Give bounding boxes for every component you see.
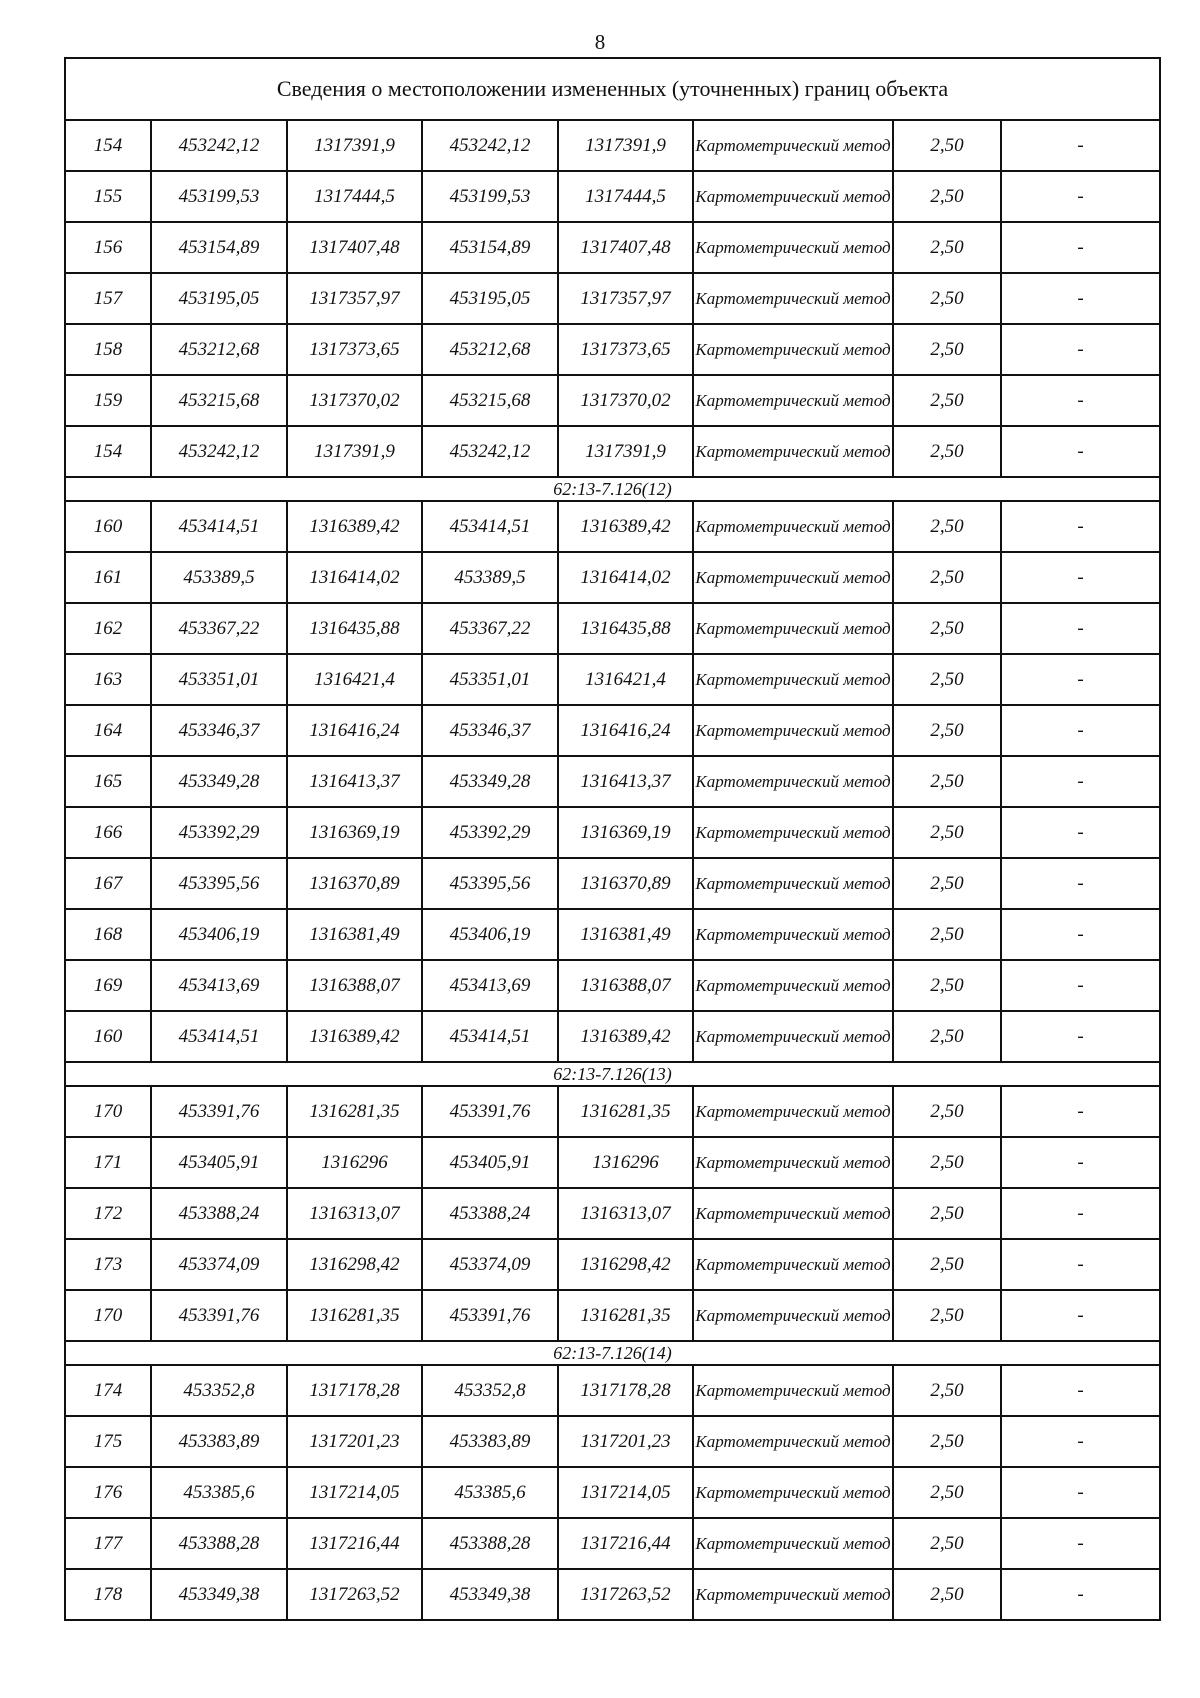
table-row bbox=[65, 501, 1160, 552]
point-number-cell: 163 bbox=[65, 654, 151, 705]
existing-y-cell: 1316296 bbox=[287, 1137, 422, 1188]
parcel-section-header bbox=[65, 1341, 1160, 1365]
refined-y-cell: 1316313,07 bbox=[558, 1188, 693, 1239]
refined-x-cell: 453388,24 bbox=[422, 1188, 558, 1239]
note-cell: - bbox=[1001, 1290, 1160, 1341]
method-cell: Картометрический метод bbox=[693, 1239, 893, 1290]
table-row bbox=[65, 1011, 1160, 1062]
refined-x-cell: 453391,76 bbox=[422, 1086, 558, 1137]
table-row bbox=[65, 756, 1160, 807]
existing-y-cell: 1316413,37 bbox=[287, 756, 422, 807]
refined-y-cell: 1317214,05 bbox=[558, 1467, 693, 1518]
refined-x-cell: 453391,76 bbox=[422, 1290, 558, 1341]
existing-x-cell: 453383,89 bbox=[151, 1416, 287, 1467]
existing-x-cell: 453389,5 bbox=[151, 552, 287, 603]
accuracy-cell: 2,50 bbox=[893, 807, 1001, 858]
note-cell: - bbox=[1001, 1365, 1160, 1416]
refined-x-cell: 453212,68 bbox=[422, 324, 558, 375]
refined-y-cell: 1317370,02 bbox=[558, 375, 693, 426]
refined-x-cell: 453405,91 bbox=[422, 1137, 558, 1188]
existing-y-cell: 1317391,9 bbox=[287, 426, 422, 477]
note-cell: - bbox=[1001, 120, 1160, 171]
accuracy-cell: 2,50 bbox=[893, 552, 1001, 603]
existing-y-cell: 1317370,02 bbox=[287, 375, 422, 426]
note-cell: - bbox=[1001, 603, 1160, 654]
accuracy-cell: 2,50 bbox=[893, 1518, 1001, 1569]
refined-y-cell: 1316435,88 bbox=[558, 603, 693, 654]
point-number-cell: 170 bbox=[65, 1290, 151, 1341]
table-row bbox=[65, 705, 1160, 756]
method-cell: Картометрический метод bbox=[693, 1467, 893, 1518]
point-number-cell: 164 bbox=[65, 705, 151, 756]
accuracy-cell: 2,50 bbox=[893, 1569, 1001, 1620]
existing-y-cell: 1317391,9 bbox=[287, 120, 422, 171]
note-cell: - bbox=[1001, 909, 1160, 960]
existing-y-cell: 1317444,5 bbox=[287, 171, 422, 222]
existing-x-cell: 453392,29 bbox=[151, 807, 287, 858]
accuracy-cell: 2,50 bbox=[893, 603, 1001, 654]
point-number-cell: 165 bbox=[65, 756, 151, 807]
refined-y-cell: 1317357,97 bbox=[558, 273, 693, 324]
point-number-cell: 171 bbox=[65, 1137, 151, 1188]
point-number-cell: 166 bbox=[65, 807, 151, 858]
refined-x-cell: 453392,29 bbox=[422, 807, 558, 858]
existing-x-cell: 453391,76 bbox=[151, 1290, 287, 1341]
method-cell: Картометрический метод bbox=[693, 807, 893, 858]
point-number-cell: 167 bbox=[65, 858, 151, 909]
note-cell: - bbox=[1001, 375, 1160, 426]
refined-y-cell: 1316416,24 bbox=[558, 705, 693, 756]
refined-y-cell: 1316389,42 bbox=[558, 501, 693, 552]
table-row bbox=[65, 1416, 1160, 1467]
existing-y-cell: 1316281,35 bbox=[287, 1086, 422, 1137]
table-row bbox=[65, 1239, 1160, 1290]
table-row bbox=[65, 552, 1160, 603]
refined-y-cell: 1316281,35 bbox=[558, 1086, 693, 1137]
note-cell: - bbox=[1001, 1467, 1160, 1518]
point-number-cell: 178 bbox=[65, 1569, 151, 1620]
note-cell: - bbox=[1001, 1188, 1160, 1239]
existing-y-cell: 1316414,02 bbox=[287, 552, 422, 603]
table-row bbox=[65, 1467, 1160, 1518]
existing-x-cell: 453395,56 bbox=[151, 858, 287, 909]
refined-x-cell: 453414,51 bbox=[422, 501, 558, 552]
table-row bbox=[65, 222, 1160, 273]
refined-y-cell: 1317391,9 bbox=[558, 426, 693, 477]
note-cell: - bbox=[1001, 1239, 1160, 1290]
refined-x-cell: 453242,12 bbox=[422, 426, 558, 477]
accuracy-cell: 2,50 bbox=[893, 960, 1001, 1011]
table-row bbox=[65, 603, 1160, 654]
table-row bbox=[65, 375, 1160, 426]
existing-y-cell: 1316298,42 bbox=[287, 1239, 422, 1290]
refined-x-cell: 453389,5 bbox=[422, 552, 558, 603]
accuracy-cell: 2,50 bbox=[893, 426, 1001, 477]
existing-y-cell: 1317263,52 bbox=[287, 1569, 422, 1620]
point-number-cell: 161 bbox=[65, 552, 151, 603]
existing-x-cell: 453388,24 bbox=[151, 1188, 287, 1239]
accuracy-cell: 2,50 bbox=[893, 1467, 1001, 1518]
note-cell: - bbox=[1001, 324, 1160, 375]
table-row bbox=[65, 1290, 1160, 1341]
accuracy-cell: 2,50 bbox=[893, 1137, 1001, 1188]
existing-y-cell: 1317407,48 bbox=[287, 222, 422, 273]
table-row bbox=[65, 1137, 1160, 1188]
point-number-cell: 177 bbox=[65, 1518, 151, 1569]
refined-y-cell: 1317201,23 bbox=[558, 1416, 693, 1467]
method-cell: Картометрический метод bbox=[693, 375, 893, 426]
existing-x-cell: 453413,69 bbox=[151, 960, 287, 1011]
point-number-cell: 173 bbox=[65, 1239, 151, 1290]
table-body bbox=[65, 58, 1160, 1620]
point-number-cell: 156 bbox=[65, 222, 151, 273]
note-cell: - bbox=[1001, 960, 1160, 1011]
refined-x-cell: 453388,28 bbox=[422, 1518, 558, 1569]
existing-x-cell: 453352,8 bbox=[151, 1365, 287, 1416]
refined-y-cell: 1317444,5 bbox=[558, 171, 693, 222]
refined-x-cell: 453349,28 bbox=[422, 756, 558, 807]
refined-y-cell: 1317373,65 bbox=[558, 324, 693, 375]
existing-x-cell: 453242,12 bbox=[151, 426, 287, 477]
point-number-cell: 176 bbox=[65, 1467, 151, 1518]
point-number-cell: 157 bbox=[65, 273, 151, 324]
method-cell: Картометрический метод bbox=[693, 1518, 893, 1569]
accuracy-cell: 2,50 bbox=[893, 705, 1001, 756]
table-title-row bbox=[65, 58, 1160, 120]
refined-x-cell: 453385,6 bbox=[422, 1467, 558, 1518]
existing-x-cell: 453212,68 bbox=[151, 324, 287, 375]
existing-y-cell: 1316388,07 bbox=[287, 960, 422, 1011]
refined-y-cell: 1316370,89 bbox=[558, 858, 693, 909]
refined-x-cell: 453406,19 bbox=[422, 909, 558, 960]
point-number-cell: 174 bbox=[65, 1365, 151, 1416]
accuracy-cell: 2,50 bbox=[893, 171, 1001, 222]
refined-x-cell: 453195,05 bbox=[422, 273, 558, 324]
table-row bbox=[65, 960, 1160, 1011]
table-row bbox=[65, 858, 1160, 909]
point-number-cell: 172 bbox=[65, 1188, 151, 1239]
table-row bbox=[65, 1086, 1160, 1137]
existing-x-cell: 453385,6 bbox=[151, 1467, 287, 1518]
refined-x-cell: 453414,51 bbox=[422, 1011, 558, 1062]
parcel-section-header bbox=[65, 1062, 1160, 1086]
method-cell: Картометрический метод bbox=[693, 1086, 893, 1137]
method-cell: Картометрический метод bbox=[693, 324, 893, 375]
note-cell: - bbox=[1001, 552, 1160, 603]
refined-y-cell: 1316389,42 bbox=[558, 1011, 693, 1062]
existing-x-cell: 453414,51 bbox=[151, 501, 287, 552]
existing-x-cell: 453374,09 bbox=[151, 1239, 287, 1290]
accuracy-cell: 2,50 bbox=[893, 1290, 1001, 1341]
refined-y-cell: 1317216,44 bbox=[558, 1518, 693, 1569]
refined-x-cell: 453215,68 bbox=[422, 375, 558, 426]
refined-x-cell: 453154,89 bbox=[422, 222, 558, 273]
existing-y-cell: 1317373,65 bbox=[287, 324, 422, 375]
accuracy-cell: 2,50 bbox=[893, 1188, 1001, 1239]
table-row bbox=[65, 120, 1160, 171]
existing-x-cell: 453406,19 bbox=[151, 909, 287, 960]
existing-x-cell: 453215,68 bbox=[151, 375, 287, 426]
refined-y-cell: 1316296 bbox=[558, 1137, 693, 1188]
accuracy-cell: 2,50 bbox=[893, 375, 1001, 426]
note-cell: - bbox=[1001, 1416, 1160, 1467]
refined-y-cell: 1316414,02 bbox=[558, 552, 693, 603]
table-row bbox=[65, 324, 1160, 375]
existing-x-cell: 453242,12 bbox=[151, 120, 287, 171]
refined-y-cell: 1317178,28 bbox=[558, 1365, 693, 1416]
method-cell: Картометрический метод bbox=[693, 654, 893, 705]
method-cell: Картометрический метод bbox=[693, 222, 893, 273]
point-number-cell: 168 bbox=[65, 909, 151, 960]
existing-y-cell: 1316369,19 bbox=[287, 807, 422, 858]
note-cell: - bbox=[1001, 756, 1160, 807]
method-cell: Картометрический метод bbox=[693, 426, 893, 477]
existing-y-cell: 1316370,89 bbox=[287, 858, 422, 909]
point-number-cell: 154 bbox=[65, 426, 151, 477]
method-cell: Картометрический метод bbox=[693, 1137, 893, 1188]
existing-y-cell: 1316421,4 bbox=[287, 654, 422, 705]
point-number-cell: 159 bbox=[65, 375, 151, 426]
accuracy-cell: 2,50 bbox=[893, 1416, 1001, 1467]
method-cell: Картометрический метод bbox=[693, 1011, 893, 1062]
existing-y-cell: 1317357,97 bbox=[287, 273, 422, 324]
point-number-cell: 160 bbox=[65, 501, 151, 552]
method-cell: Картометрический метод bbox=[693, 171, 893, 222]
existing-x-cell: 453349,28 bbox=[151, 756, 287, 807]
note-cell: - bbox=[1001, 858, 1160, 909]
note-cell: - bbox=[1001, 1086, 1160, 1137]
table-row bbox=[65, 426, 1160, 477]
existing-x-cell: 453195,05 bbox=[151, 273, 287, 324]
existing-x-cell: 453405,91 bbox=[151, 1137, 287, 1188]
method-cell: Картометрический метод bbox=[693, 909, 893, 960]
table-row bbox=[65, 909, 1160, 960]
refined-x-cell: 453351,01 bbox=[422, 654, 558, 705]
method-cell: Картометрический метод bbox=[693, 552, 893, 603]
table-row bbox=[65, 807, 1160, 858]
refined-x-cell: 453383,89 bbox=[422, 1416, 558, 1467]
existing-x-cell: 453199,53 bbox=[151, 171, 287, 222]
method-cell: Картометрический метод bbox=[693, 1365, 893, 1416]
accuracy-cell: 2,50 bbox=[893, 273, 1001, 324]
accuracy-cell: 2,50 bbox=[893, 1365, 1001, 1416]
point-number-cell: 154 bbox=[65, 120, 151, 171]
refined-x-cell: 453349,38 bbox=[422, 1569, 558, 1620]
method-cell: Картометрический метод bbox=[693, 1569, 893, 1620]
table-row bbox=[65, 1518, 1160, 1569]
point-number-cell: 155 bbox=[65, 171, 151, 222]
point-number-cell: 175 bbox=[65, 1416, 151, 1467]
refined-y-cell: 1316421,4 bbox=[558, 654, 693, 705]
accuracy-cell: 2,50 bbox=[893, 654, 1001, 705]
existing-y-cell: 1317201,23 bbox=[287, 1416, 422, 1467]
refined-x-cell: 453199,53 bbox=[422, 171, 558, 222]
accuracy-cell: 2,50 bbox=[893, 324, 1001, 375]
method-cell: Картометрический метод bbox=[693, 960, 893, 1011]
table-row bbox=[65, 171, 1160, 222]
parcel-section-label: 62:13-7.126(14) bbox=[65, 1341, 1160, 1365]
refined-x-cell: 453352,8 bbox=[422, 1365, 558, 1416]
existing-x-cell: 453154,89 bbox=[151, 222, 287, 273]
existing-x-cell: 453349,38 bbox=[151, 1569, 287, 1620]
page-number: 8 bbox=[594, 30, 606, 54]
note-cell: - bbox=[1001, 807, 1160, 858]
parcel-section-label: 62:13-7.126(12) bbox=[65, 477, 1160, 501]
existing-y-cell: 1316435,88 bbox=[287, 603, 422, 654]
refined-y-cell: 1317407,48 bbox=[558, 222, 693, 273]
note-cell: - bbox=[1001, 222, 1160, 273]
point-number-cell: 160 bbox=[65, 1011, 151, 1062]
parcel-section-header bbox=[65, 477, 1160, 501]
method-cell: Картометрический метод bbox=[693, 1188, 893, 1239]
existing-y-cell: 1316281,35 bbox=[287, 1290, 422, 1341]
point-number-cell: 162 bbox=[65, 603, 151, 654]
refined-x-cell: 453242,12 bbox=[422, 120, 558, 171]
method-cell: Картометрический метод bbox=[693, 603, 893, 654]
note-cell: - bbox=[1001, 1569, 1160, 1620]
table-row bbox=[65, 273, 1160, 324]
point-number-cell: 169 bbox=[65, 960, 151, 1011]
accuracy-cell: 2,50 bbox=[893, 756, 1001, 807]
refined-x-cell: 453413,69 bbox=[422, 960, 558, 1011]
table-row bbox=[65, 1188, 1160, 1239]
note-cell: - bbox=[1001, 426, 1160, 477]
method-cell: Картометрический метод bbox=[693, 501, 893, 552]
refined-y-cell: 1317391,9 bbox=[558, 120, 693, 171]
existing-x-cell: 453388,28 bbox=[151, 1518, 287, 1569]
refined-y-cell: 1316281,35 bbox=[558, 1290, 693, 1341]
refined-y-cell: 1316369,19 bbox=[558, 807, 693, 858]
table-row bbox=[65, 1365, 1160, 1416]
existing-x-cell: 453367,22 bbox=[151, 603, 287, 654]
note-cell: - bbox=[1001, 501, 1160, 552]
existing-y-cell: 1316313,07 bbox=[287, 1188, 422, 1239]
existing-y-cell: 1317216,44 bbox=[287, 1518, 422, 1569]
accuracy-cell: 2,50 bbox=[893, 222, 1001, 273]
existing-y-cell: 1316389,42 bbox=[287, 1011, 422, 1062]
existing-x-cell: 453414,51 bbox=[151, 1011, 287, 1062]
accuracy-cell: 2,50 bbox=[893, 909, 1001, 960]
existing-x-cell: 453346,37 bbox=[151, 705, 287, 756]
parcel-section-label: 62:13-7.126(13) bbox=[65, 1062, 1160, 1086]
table-row bbox=[65, 1569, 1160, 1620]
method-cell: Картометрический метод bbox=[693, 120, 893, 171]
accuracy-cell: 2,50 bbox=[893, 501, 1001, 552]
existing-x-cell: 453391,76 bbox=[151, 1086, 287, 1137]
point-number-cell: 158 bbox=[65, 324, 151, 375]
refined-y-cell: 1317263,52 bbox=[558, 1569, 693, 1620]
note-cell: - bbox=[1001, 1518, 1160, 1569]
note-cell: - bbox=[1001, 171, 1160, 222]
method-cell: Картометрический метод bbox=[693, 756, 893, 807]
table-row bbox=[65, 654, 1160, 705]
note-cell: - bbox=[1001, 273, 1160, 324]
accuracy-cell: 2,50 bbox=[893, 1011, 1001, 1062]
note-cell: - bbox=[1001, 705, 1160, 756]
table-title: Сведения о местоположении измененных (уточненных) границ объекта bbox=[65, 58, 1160, 120]
refined-x-cell: 453395,56 bbox=[422, 858, 558, 909]
refined-y-cell: 1316298,42 bbox=[558, 1239, 693, 1290]
point-number-cell: 170 bbox=[65, 1086, 151, 1137]
method-cell: Картометрический метод bbox=[693, 1290, 893, 1341]
accuracy-cell: 2,50 bbox=[893, 1086, 1001, 1137]
method-cell: Картометрический метод bbox=[693, 705, 893, 756]
existing-y-cell: 1316389,42 bbox=[287, 501, 422, 552]
existing-y-cell: 1317214,05 bbox=[287, 1467, 422, 1518]
refined-y-cell: 1316413,37 bbox=[558, 756, 693, 807]
refined-x-cell: 453367,22 bbox=[422, 603, 558, 654]
note-cell: - bbox=[1001, 654, 1160, 705]
refined-y-cell: 1316381,49 bbox=[558, 909, 693, 960]
refined-y-cell: 1316388,07 bbox=[558, 960, 693, 1011]
existing-y-cell: 1317178,28 bbox=[287, 1365, 422, 1416]
accuracy-cell: 2,50 bbox=[893, 1239, 1001, 1290]
method-cell: Картометрический метод bbox=[693, 273, 893, 324]
existing-y-cell: 1316381,49 bbox=[287, 909, 422, 960]
note-cell: - bbox=[1001, 1011, 1160, 1062]
method-cell: Картометрический метод bbox=[693, 1416, 893, 1467]
method-cell: Картометрический метод bbox=[693, 858, 893, 909]
note-cell: - bbox=[1001, 1137, 1160, 1188]
refined-x-cell: 453346,37 bbox=[422, 705, 558, 756]
existing-y-cell: 1316416,24 bbox=[287, 705, 422, 756]
accuracy-cell: 2,50 bbox=[893, 120, 1001, 171]
accuracy-cell: 2,50 bbox=[893, 858, 1001, 909]
existing-x-cell: 453351,01 bbox=[151, 654, 287, 705]
boundary-coordinates-table bbox=[64, 57, 1161, 1621]
refined-x-cell: 453374,09 bbox=[422, 1239, 558, 1290]
